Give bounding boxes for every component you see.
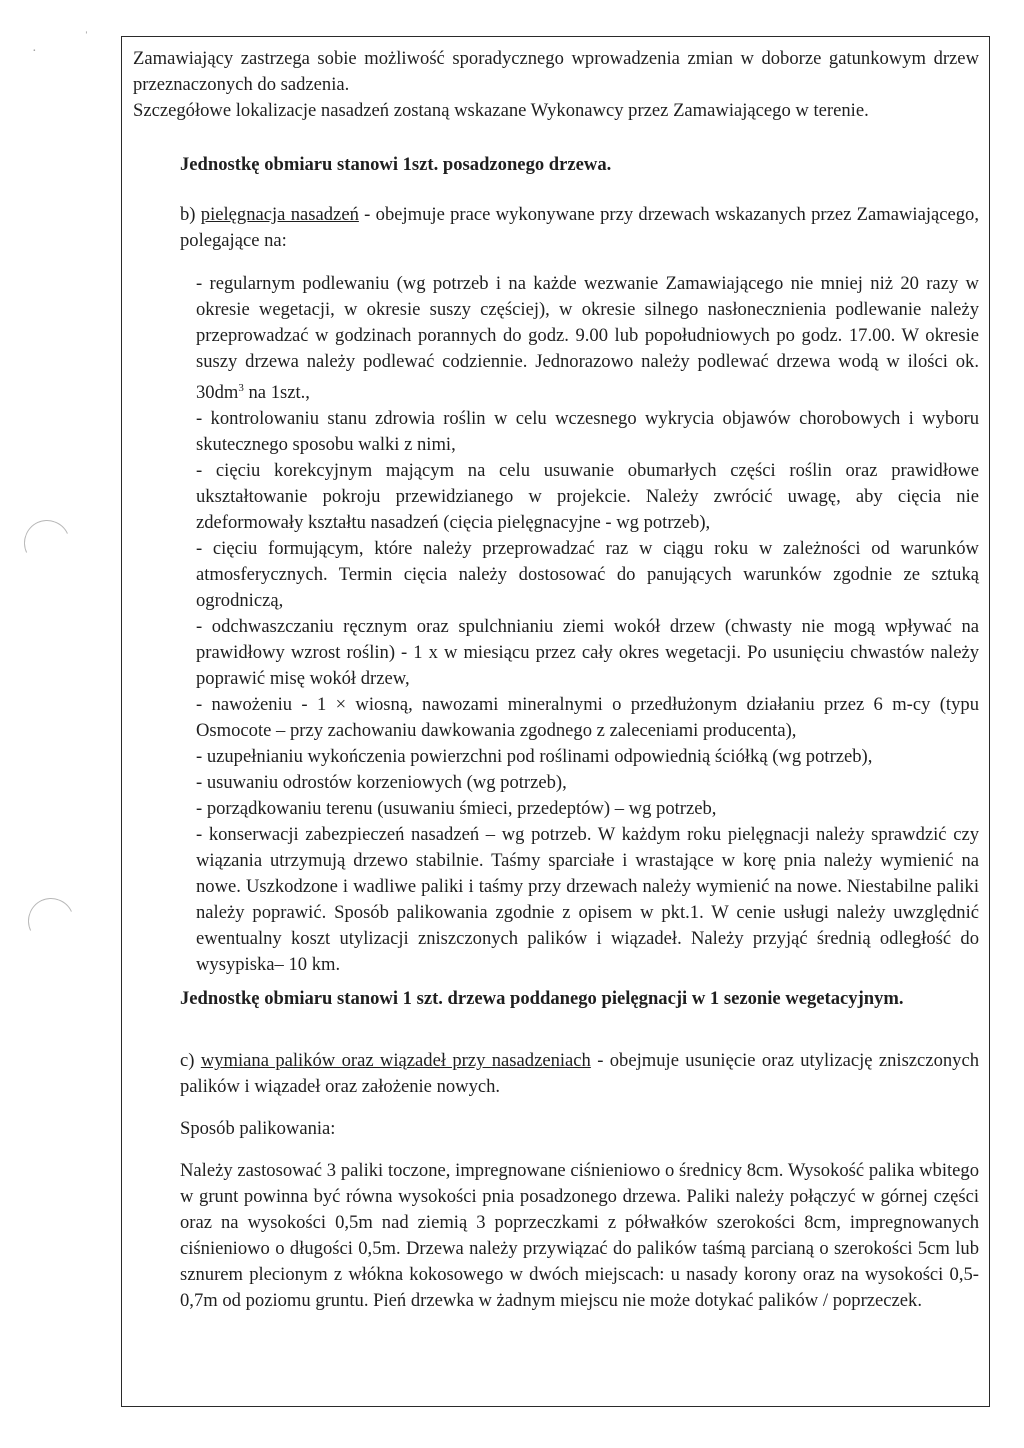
document-frame xyxy=(121,36,990,1407)
margin-punch-mark xyxy=(18,514,77,573)
scan-mark: ˈ xyxy=(84,30,89,45)
unit-of-measure-care: Jednostkę obmiaru stanowi 1 szt. drzewa poddanego pielęgnacji w 1 sezonie wegetacyjnym. xyxy=(180,988,904,1010)
list-item: - konserwacji zabezpieczeń nasadzeń – wg potrzeb. W każdym roku pielęgnacji należy sprawdzić czy wiązania utrzymują drzewo stabilnie. Taśmy sparciałe i wrastające w korę pnia należy wymienić na nowe. Uszkodzone i wadliwe paliki i taśmy przy drzewach należy wymienić na nowe. Niestabilne paliki należy poprawić. Sposób palikowania zgodnie z opisem w pkt.1. W cenie usługi należy uwzględnić ewentualny koszt utylizacji zniszczonych palików i wiązadeł. Należy przyjąć średnią odległość do wysypiska– 10 km. xyxy=(196,824,979,976)
list-item: - uzupełnianiu wykończenia powierzchni pod roślinami odpowiednią ściółką (wg potrzeb), xyxy=(196,746,873,768)
section-b-heading xyxy=(133,202,979,254)
section-b-title: pielęgnacja nasadzeń xyxy=(200,204,359,225)
section-c-heading xyxy=(133,1048,979,1100)
list-item xyxy=(196,271,979,406)
staking-method-description: Należy zastosować 3 paliki toczone, impregnowane ciśnieniowo o średnicy 8cm. Wysokość palika wbitego w grunt powinna być równa wysokości pnia posadzonego drzewa. Paliki należy połączyć w górnej części oraz na wysokości 0,5m nad ziemią 3 poprzeczkami z półwałków szerokości 8cm, impregnowanych ciśnieniowo o długości 0,5m. Drzewa należy przywiązać do palików taśmą parcianą o szerokości 5cm lub sznurem plecionym z włókna kokosowego w dwóch miejscach: u nasady korony oraz na wysokości 0,5-0,7m od poziomu gruntu. Pień drzewka w żadnym miejscu nie może dotykać palików / poprzeczek. xyxy=(180,1160,979,1312)
section-b-description: - obejmuje prace wykonywane przy drzewach wskazanych przez Zamawiającego, polegające na: xyxy=(180,204,979,251)
list-item: - porządkowaniu terenu (usuwaniu śmieci, przedeptów) – wg potrzeb, xyxy=(196,798,717,820)
list-item: - cięciu korekcyjnym mającym na celu usuwanie obumarłych części roślin oraz prawidłowe ukształtowanie pokroju przewidzianego w projekcie. Należy zwrócić uwagę, aby cięcia nie zdeformowały kształtu nasadzeń (cięcia pielęgnacyjne - wg potrzeb), xyxy=(196,460,979,534)
list-item: - odchwaszczaniu ręcznym oraz spulchnianiu ziemi wokół drzew (chwasty nie mogą wpływać na prawidłowy wzrost roślin) - 1 x w miesiącu przez cały okres wegetacji. Po usunięciu chwastów należy poprawić misę wokół drzew, xyxy=(196,616,979,690)
intro-paragraph-1: Zamawiający zastrzega sobie możliwość sporadycznego wprowadzenia zmian w doborze gatunkowym drzew przeznaczonych do sadzenia. xyxy=(133,48,979,95)
staking-method-label: Sposób palikowania: xyxy=(180,1118,336,1140)
unit-of-measure-planting: Jednostkę obmiaru stanowi 1szt. posadzonego drzewa. xyxy=(180,154,612,175)
watering-text: - regularnym podlewaniu (wg potrzeb i na każde wezwanie Zamawiającego nie mniej niż 20 razy w okresie wegetacji, w okresie suszy częściej), w okresie silnego nasłonecznienia podlewanie należy przeprowadzać w godzinach porannych do godz. 9.00 lub popołudniowych po godz. 17.00. W okresie suszy drzewa należy podlewać codziennie. Jednorazowo należy podlewać drzewa wodą w ilości ok. 30dm xyxy=(196,273,979,404)
scan-mark: · xyxy=(32,44,37,59)
care-tasks-list xyxy=(133,271,979,978)
intro-paragraph-2: Szczegółowe lokalizacje nasadzeń zostaną wskazane Wykonawcy przez Zamawiającego w terenie. xyxy=(133,100,869,121)
margin-punch-mark xyxy=(22,892,81,951)
superscript: 3 xyxy=(238,382,244,394)
list-item: - kontrolowaniu stanu zdrowia roślin w celu wczesnego wykrycia objawów chorobowych i wyboru skutecznego sposobu walki z nimi, xyxy=(196,408,979,456)
section-b-prefix: b) xyxy=(180,204,201,225)
watering-text-end: na 1szt., xyxy=(243,382,310,404)
section-c-prefix: c) xyxy=(180,1050,201,1072)
list-item: - usuwaniu odrostów korzeniowych (wg potrzeb), xyxy=(196,772,567,794)
list-item: - cięciu formującym, które należy przeprowadzać raz w ciągu roku w zależności od warunków atmosferycznych. Termin cięcia należy dostosować do panujących warunków zgodnie ze sztuką ogrodniczą, xyxy=(196,538,979,612)
section-c-description: - obejmuje usunięcie oraz utylizację zniszczonych palików i wiązadeł oraz założenie nowych. xyxy=(180,1050,980,1098)
list-item: - nawożeniu - 1 × wiosną, nawozami mineralnymi o przedłużonym działaniu przez 6 m-cy (typu Osmocote – przy zachowaniu dawkowania zgodnego z zaleceniami producenta), xyxy=(196,694,979,742)
section-c-title: wymiana palików oraz wiązadeł przy nasadzeniach xyxy=(200,1050,591,1072)
